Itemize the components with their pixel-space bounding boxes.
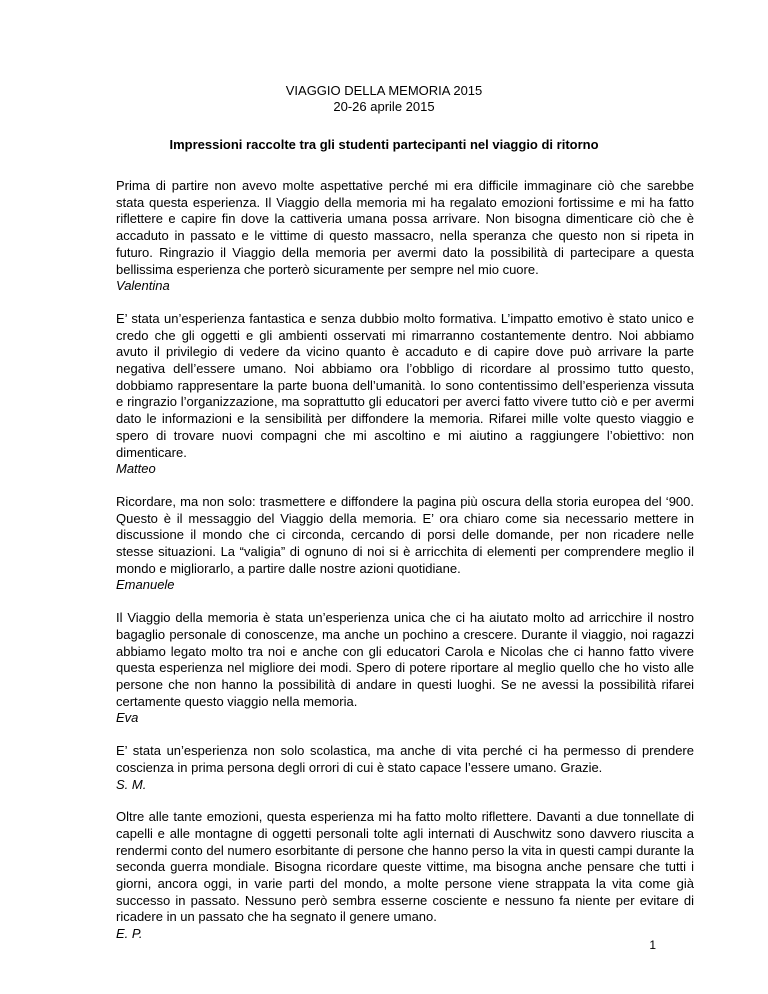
testimonial-text: E’ stata un’esperienza non solo scolastica, ma anche di vita perché ci ha permesso di prendere coscienza in prima persona degli orrori di cui è stato capace l’essere umano. Grazie. bbox=[116, 743, 694, 775]
testimonial-author: E. P. bbox=[116, 926, 143, 942]
testimonial-entry bbox=[116, 178, 694, 295]
testimonial-text: Oltre alle tante emozioni, questa esperienza mi ha fatto molto riflettere. Davanti a due tonnellate di capelli e alle montagne di oggetti personali tolte agli internati di Auschwitz sono davvero riuscita a rendermi conto del numero esorbitante di persone che hanno perso la vita in questi campi durante la seconda guerra mondiale. Bisogna ricordare queste vittime, ma bisogna anche pensare che tutti i giorni, ancora oggi, in varie parti del mondo, a molte persone viene strappata la vita come già successo in passato. Nessuno però sembra esserne cosciente e nessuno fa niente per evitare di ricadere in un passato che ha segnato il genere umano. bbox=[116, 809, 694, 925]
testimonial-entry bbox=[116, 809, 694, 943]
testimonial-author: Emanuele bbox=[116, 577, 175, 593]
testimonials-list bbox=[116, 178, 694, 959]
testimonial-author: Matteo bbox=[116, 461, 156, 477]
testimonial-text: E’ stata un’esperienza fantastica e senza dubbio molto formativa. L’impatto emotivo è stato unico e credo che gli oggetti e gli ambienti osservati mi rimarranno costantemente dentro. Noi abbiamo avuto il privilegio di vedere da vicino quanto è accaduto e di capire dove può arrivare la parte negativa dell’essere umano. Noi abbiamo ora l’obbligo di ricordare al prossimo tutto questo, dobbiamo rappresentare la parte buona dell’umanità. Io sono contentissimo dell’esperienza vissuta e ringrazio l’organizzazione, ma soprattutto gli educatori per averci fatto vivere tutto ciò e per avermi dato le informazioni e la sensibilità per diffondere la memoria. Rifarei mille volte questo viaggio e spero di trovare nuovi compagni che mi ascoltino e mi aiutino a raggiungere l’obiettivo: non dimenticare. bbox=[116, 310, 694, 460]
testimonial-entry bbox=[116, 311, 694, 478]
document-title: VIAGGIO DELLA MEMORIA 2015 bbox=[285, 83, 483, 98]
testimonial-text: Prima di partire non avevo molte aspettative perché mi era difficile immaginare ciò che sarebbe stata questa esperienza. Il Viaggio della memoria mi ha regalato emozioni fortissime e mi ha fatto riflettere e capire fin dove la cattiveria umana possa arrivare. Non bisogna dimenticare ciò che è accaduto in passato e le vittime di questo massacro, nella speranza che questo non si ripeta in futuro. Ringrazio il Viaggio della memoria per avermi dato la possibilità di partecipare a questa bellissima esperienza che porterò sicuramente per sempre nel mio cuore. bbox=[116, 178, 694, 277]
testimonial-author: Valentina bbox=[116, 278, 170, 294]
testimonial-author: Eva bbox=[116, 710, 139, 726]
testimonial-text: Ricordare, ma non solo: trasmettere e diffondere la pagina più oscura della storia europea del ‘900. Questo è il messaggio del Viaggio della memoria. E’ ora chiaro come sia necessario mettere in discussione il mondo che ci circonda, cercando di porsi delle domande, per non ricadere nelle stesse situazioni. La “valigia” di ognuno di noi si è arricchita di elementi per comprendere meglio il mondo e migliorarlo, a partire dalle nostre azioni quotidiane. bbox=[116, 493, 694, 576]
document-subtitle: Impressioni raccolte tra gli studenti partecipanti nel viaggio di ritorno bbox=[169, 137, 599, 152]
testimonial-author: S. M. bbox=[116, 776, 147, 792]
testimonial-entry bbox=[116, 743, 694, 793]
testimonial-text: Il Viaggio della memoria è stata un’esperienza unica che ci ha aiutato molto ad arricchire il nostro bagaglio personale di conoscenze, ma anche un pochino a crescere. Durante il viaggio, noi ragazzi abbiamo legato molto tra noi e anche con gli educatori Carola e Nicolas che ci hanno fatto vivere questa esperienza nel migliore dei modi. Spero di potere riportare al meglio quello che ho visto alle persone che non hanno la possibilità di andare in questi luoghi. Se ne avessi la possibilità rifarei certamente questo viaggio nella memoria. bbox=[116, 610, 694, 709]
testimonial-entry bbox=[116, 494, 694, 594]
testimonial-entry bbox=[116, 610, 694, 727]
document-dates: 20-26 aprile 2015 bbox=[333, 99, 435, 114]
page-number: 1 bbox=[649, 938, 656, 952]
